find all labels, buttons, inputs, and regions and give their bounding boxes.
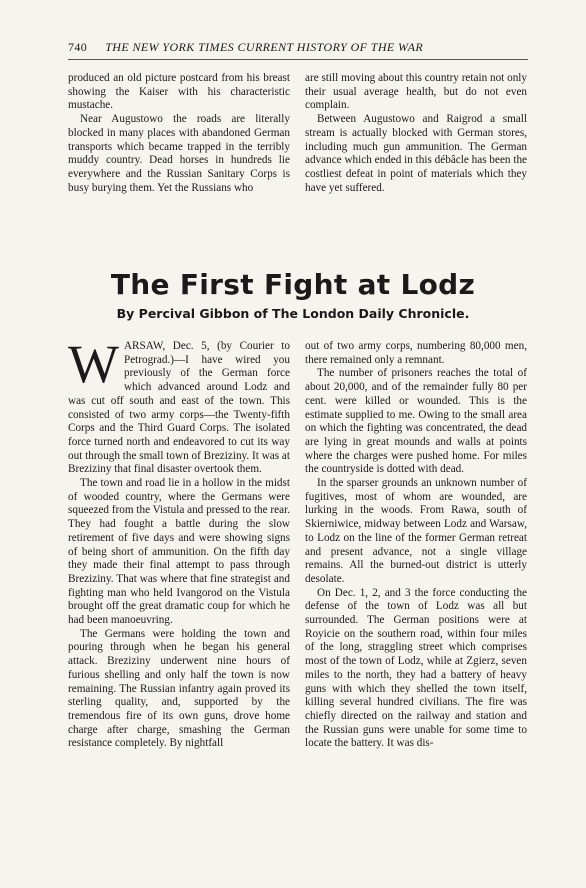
lead-paragraph [68, 334, 290, 477]
paragraph: In the sparser grounds an unknown number of fugitives, most of whom are wounded, are lurking in the woods. From Rawa, south of Skierniwice, midway between Lodz and Warsaw, to Lodz on the line of the former German retreat and present advance, not a single village remains. All the burned-out district is utterly desolate. [305, 477, 527, 585]
lead-text: ARSAW, Dec. 5, (by Courier to Petrograd.)—I have wired you previously of the German force which advanced around Lodz and was cut off south and east of the town. This consisted of two army corps—the Twenty-fifth Corps and the Third Guard Corps. The isolated force turned north and endeavored to cut its way out through the small town of Breziziny. It was at Breziziny that final disaster overtook them. [68, 340, 290, 476]
paragraph: On Dec. 1, 2, and 3 the force conducting the defense of the town of Lodz was all but surrounded. The German positions were at Royicie on the southern road, within four miles of the long, straggling street which comprises most of the town of Lodz, while at Zgierz, seven miles to the north, they had a battery of heavy guns with which they shelled the town itself, killing several hundred civilians. The fire was chiefly directed on the railway and station and the Russian guns were unable for some time to locate the battery. It was dis- [305, 586, 527, 750]
paragraph: Near Augustowo the roads are literally blocked in many places with abandoned German transports which became trapped in the terribly muddy country. Dead horses in hundreds lie everywhere and the Russian Sanitary Corps is busy burying them. Yet the Russians who [68, 113, 290, 194]
page-number: 740 [68, 40, 88, 54]
paragraph: are still moving about this country retain not only their usual average health, but do not even complain. [305, 72, 527, 112]
running-title: THE NEW YORK TIMES CURRENT HISTORY OF THE WAR [105, 40, 424, 54]
paragraph: The number of prisoners reaches the total of about 20,000, and of the remainder fully 80 per cent. were killed or wounded. This is the estimate supplied to me. Owing to the small area on which the fighting was concentrated, the dead are lying in great mounds and walls at points where the charges were pushed home. For miles the countryside is dotted with dead. [305, 367, 527, 476]
paragraph: produced an old picture postcard from his breast showing the Kaiser with his characteristic mustache. [68, 72, 290, 112]
top-left-column [68, 72, 290, 195]
article-title: The First Fight at Lodz [110, 268, 476, 301]
paragraph: out of two army corps, numbering 80,000 men, there remained only a remnant. [305, 340, 527, 366]
paragraph: The town and road lie in a hollow in the midst of wooded country, where the Germans were squeezed from the Vistula and pressed to the rear. They had fought a battle during the slow retirement of five days and were showing signs of being short of ammunition. On the fifth day they made their final attempt to pass through Breziziny. That was where that fine strategist and fighting man who held Ivangorod on the Vistula brought off the great dramatic coup for which he had been manoeuvring. [68, 477, 290, 627]
article-byline: By Percival Gibbon of The London Daily Chronicle. [116, 306, 470, 321]
article-left-column [68, 334, 290, 751]
drop-cap: W [68, 334, 119, 394]
running-head [68, 40, 528, 60]
paragraph: Between Augustowo and Raigrod a small stream is actually blocked with German stores, including much gun ammunition. The German advance which ended in this débâcle has been the costliest defeat in point of materials which they have yet suffered. [305, 113, 527, 194]
paragraph: The Germans were holding the town and pouring through when he began his general attack. Breziziny underwent nine hours of furious shelling and only half the town is now remaining. The Russian infantry again proved its sterling quality, and, supported by the tremendous fire of its own guns, drove home charge after charge, smashing the German resistance completely. By nightfall [68, 627, 290, 750]
top-right-column [305, 72, 527, 195]
article-right-column [305, 340, 527, 751]
